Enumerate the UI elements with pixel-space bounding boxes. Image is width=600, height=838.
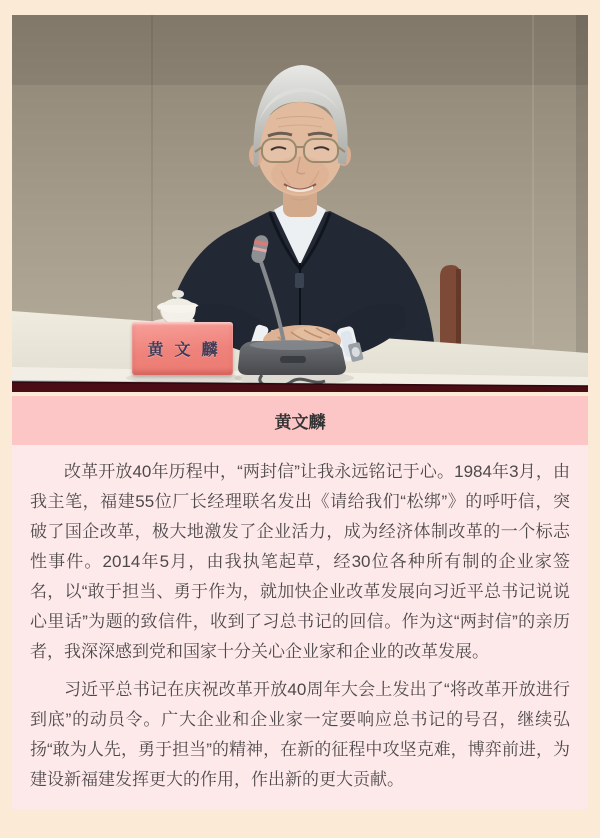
placard-text: 黄文麟 (147, 342, 229, 359)
conference-photo-illustration (12, 15, 588, 392)
article-card (12, 396, 588, 809)
conference-photo (12, 15, 588, 392)
article-paragraph-1: 改革开放40年历程中，“两封信”让我永远铭记于心。1984年3月，由我主笔，福建55位厂长经理联名发出《请给我们“松绑”》的呼吁信，突破了国企改革，极大地激发了企业活力，成为经济体制改革的一个标志性事件。2014年5月，由我执笔起草，经30位各种所有制的企业家签名，以“敢于担当、勇于作为，就加快企业改革发展向习近平总书记说说心里话”为题的致信件，收到了习总书记的回信。作为这“两封信”的亲历者，我深深感到党和国家十分关心企业家和企业的改革发展。 (30, 462, 570, 661)
article-paragraph-2: 习近平总书记在庆祝改革开放40周年大会上发出了“将改革开放进行到底”的动员令。广大企业和企业家一定要响应总书记的号召，继续弘扬“敢为人先，勇于担当”的精神，在新的征程中攻坚克难，博弈前进，为建设新福建发挥更大的作用，作出新的更大贡献。 (30, 680, 570, 789)
name-placard (132, 322, 233, 375)
article-title: 黄文麟 (12, 396, 588, 445)
article-body (12, 445, 588, 809)
